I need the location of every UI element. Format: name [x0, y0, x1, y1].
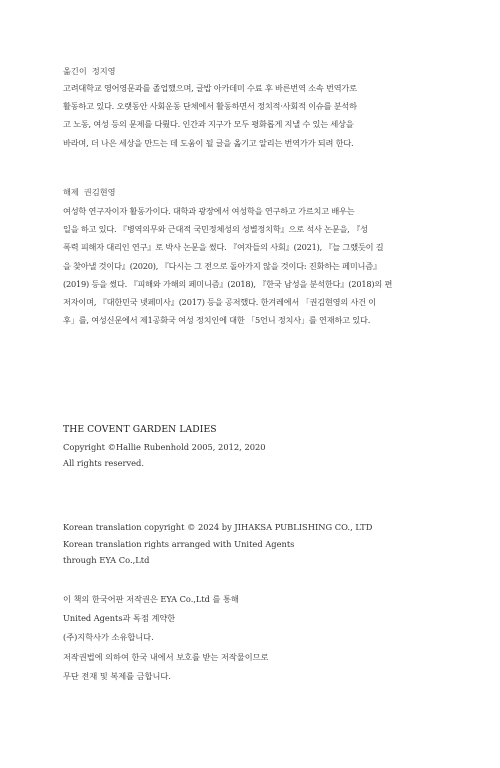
translator-bio	[63, 79, 416, 152]
commentator-bio-line: 폭력 피해자 대리인 연구』로 박사 논문을 썼다. 『여자들의 사회』(2021), 『늘 그랬듯이 길	[63, 242, 384, 253]
commentator-bio-line: (2019) 등을 썼다. 『피해와 가해의 페미니즘』(2018), 『한국 남성을 분석한다』(2018)의 편	[63, 278, 393, 289]
commentator-bio-line: 후」를, 여성신문에서 제1공화국 여성 정치인에 대한 「5언니 정치사」를 연재하고 있다.	[63, 315, 371, 326]
commentator-heading	[63, 180, 416, 199]
korean-notice-block	[63, 590, 416, 686]
commentator-bio-line: 여성학 연구자이자 활동가이다. 대학과 광장에서 여성학을 연구하고 가르치고 배우는	[63, 206, 355, 216]
translator-name: 정지영	[91, 66, 116, 76]
commentator-role: 해제	[63, 187, 79, 197]
commentator-bio-line: 을 찾아낼 것이다』(2020), 『다시는 그 전으로 돌아가지 않을 것이다: 진화하는 페미니즘』	[63, 260, 381, 271]
original-title: THE COVENT GARDEN LADIES	[63, 424, 217, 435]
translation-copyright-line: Korean translation copyright © 2024 by JIHAKSA PUBLISHING CO., LTD	[63, 522, 373, 532]
korean-notice-line: United Agents과 독점 계약한	[63, 613, 176, 624]
copyright-block	[63, 422, 416, 472]
translator-heading	[63, 59, 416, 78]
translator-bio-line: 고 노동, 여성 등의 문제를 다뤘다. 인간과 지구가 모두 평화롭게 지낼 수 있는 세상을	[63, 119, 354, 130]
korean-notice-line: 이 책의 한국어판 저작권은 EYA Co.,Ltd 를 통해	[63, 594, 239, 604]
translator-bio-line: 바라며, 더 나은 세상을 만드는 데 도움이 될 글을 옮기고 알리는 번역가가 되려 한다.	[63, 137, 354, 148]
rights-reserved: All rights reserved.	[63, 458, 144, 469]
translation-rights-line: Korean translation rights arranged with United Agents	[63, 538, 295, 549]
commentator-bio-line: 저자이며, 『대한민국 넷페미사』(2017) 등을 공저했다. 한겨레에서 「권김현영의 사건 이	[63, 297, 376, 308]
commentator-name: 권김현영	[83, 187, 116, 197]
commentator-bio-line: 일을 하고 있다. 『병역의무와 근대적 국민정체성의 성별정치학』으로 석사 논문을, 『성	[63, 224, 368, 235]
translator-bio-line: 활동하고 있다. 오랫동안 사회운동 단체에서 활동하면서 정치적·사회적 이슈를 분석하	[63, 101, 357, 112]
copyright-line: Copyright ©Hallie Rubenhold 2005, 2012, 2020	[63, 441, 266, 452]
commentator-bio	[63, 202, 416, 329]
korean-notice-line: 저작권법에 의하여 한국 내에서 보호를 받는 저작물이므로	[63, 651, 269, 662]
agency-line: through EYA Co.,Ltd	[63, 555, 150, 566]
korean-notice-line: 무단 전재 및 복제를 금합니다.	[63, 670, 171, 681]
translation-rights-block	[63, 519, 443, 569]
translator-role: 옮긴이	[63, 66, 87, 76]
korean-notice-line: (주)지학사가 소유합니다.	[63, 632, 154, 643]
translator-bio-line: 고려대학교 영어영문과를 졸업했으며, 글밥 아카데미 수료 후 바른번역 소속 번역가로	[63, 83, 357, 93]
